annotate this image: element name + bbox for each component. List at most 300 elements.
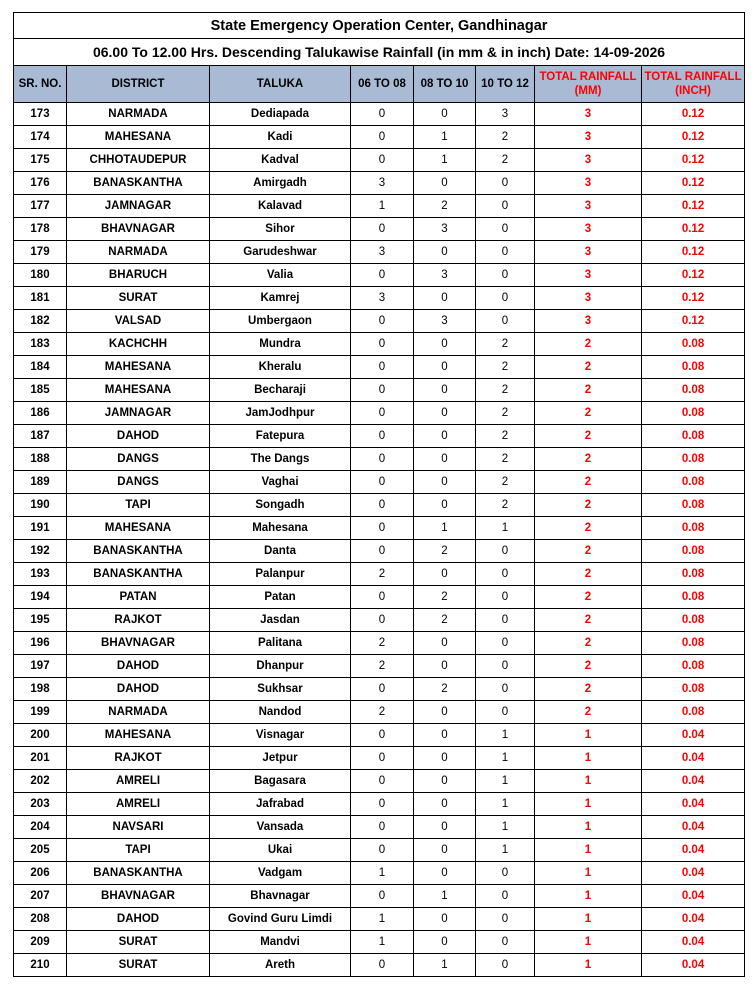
cell-06-to-08: 0 — [351, 747, 414, 770]
cell-sr-no: 175 — [14, 149, 67, 172]
cell-08-to-10: 0 — [414, 770, 476, 793]
cell-sr-no: 189 — [14, 471, 67, 494]
cell-10-to-12: 2 — [476, 448, 535, 471]
cell-total-mm: 2 — [535, 356, 642, 379]
cell-total-inch: 0.08 — [642, 425, 745, 448]
cell-10-to-12: 1 — [476, 747, 535, 770]
table-row — [14, 356, 745, 379]
table-row — [14, 448, 745, 471]
cell-sr-no: 177 — [14, 195, 67, 218]
cell-08-to-10: 2 — [414, 586, 476, 609]
cell-total-inch: 0.08 — [642, 701, 745, 724]
cell-taluka: Vaghai — [210, 471, 351, 494]
cell-district: BANASKANTHA — [67, 540, 210, 563]
cell-10-to-12: 0 — [476, 218, 535, 241]
cell-district: DAHOD — [67, 678, 210, 701]
header-08-to-10: 08 TO 10 — [414, 66, 476, 103]
cell-total-inch: 0.12 — [642, 126, 745, 149]
cell-total-mm: 1 — [535, 793, 642, 816]
column-header-row — [14, 66, 745, 103]
cell-06-to-08: 0 — [351, 586, 414, 609]
cell-10-to-12: 2 — [476, 149, 535, 172]
cell-06-to-08: 2 — [351, 701, 414, 724]
cell-total-mm: 2 — [535, 402, 642, 425]
cell-08-to-10: 2 — [414, 609, 476, 632]
cell-district: RAJKOT — [67, 747, 210, 770]
cell-08-to-10: 0 — [414, 333, 476, 356]
cell-06-to-08: 0 — [351, 264, 414, 287]
cell-sr-no: 176 — [14, 172, 67, 195]
table-row — [14, 770, 745, 793]
cell-taluka: Mandvi — [210, 931, 351, 954]
cell-total-inch: 0.12 — [642, 218, 745, 241]
cell-10-to-12: 3 — [476, 103, 535, 126]
cell-total-inch: 0.04 — [642, 770, 745, 793]
cell-08-to-10: 0 — [414, 747, 476, 770]
table-row — [14, 609, 745, 632]
cell-total-mm: 2 — [535, 701, 642, 724]
cell-taluka: JamJodhpur — [210, 402, 351, 425]
cell-total-inch: 0.12 — [642, 149, 745, 172]
table-row — [14, 908, 745, 931]
cell-08-to-10: 1 — [414, 149, 476, 172]
cell-taluka: Valia — [210, 264, 351, 287]
cell-10-to-12: 1 — [476, 816, 535, 839]
cell-total-inch: 0.08 — [642, 609, 745, 632]
table-row — [14, 655, 745, 678]
cell-08-to-10: 0 — [414, 356, 476, 379]
cell-10-to-12: 0 — [476, 632, 535, 655]
cell-06-to-08: 0 — [351, 885, 414, 908]
cell-08-to-10: 0 — [414, 793, 476, 816]
cell-08-to-10: 0 — [414, 287, 476, 310]
table-row — [14, 494, 745, 517]
cell-total-mm: 2 — [535, 586, 642, 609]
cell-district: DAHOD — [67, 908, 210, 931]
table-row — [14, 471, 745, 494]
table-row — [14, 954, 745, 977]
cell-06-to-08: 3 — [351, 287, 414, 310]
table-row — [14, 885, 745, 908]
cell-08-to-10: 1 — [414, 517, 476, 540]
cell-08-to-10: 0 — [414, 241, 476, 264]
cell-06-to-08: 0 — [351, 149, 414, 172]
cell-total-mm: 1 — [535, 816, 642, 839]
table-row — [14, 310, 745, 333]
cell-06-to-08: 0 — [351, 126, 414, 149]
cell-district: BANASKANTHA — [67, 172, 210, 195]
header-district: DISTRICT — [67, 66, 210, 103]
cell-sr-no: 174 — [14, 126, 67, 149]
cell-total-mm: 1 — [535, 839, 642, 862]
cell-sr-no: 207 — [14, 885, 67, 908]
cell-08-to-10: 0 — [414, 103, 476, 126]
cell-district: MAHESANA — [67, 356, 210, 379]
cell-06-to-08: 3 — [351, 172, 414, 195]
cell-10-to-12: 1 — [476, 517, 535, 540]
cell-taluka: Dediapada — [210, 103, 351, 126]
table-row — [14, 218, 745, 241]
cell-06-to-08: 0 — [351, 517, 414, 540]
cell-taluka: Danta — [210, 540, 351, 563]
cell-06-to-08: 0 — [351, 310, 414, 333]
table-row — [14, 931, 745, 954]
cell-total-inch: 0.12 — [642, 172, 745, 195]
table-row — [14, 172, 745, 195]
cell-district: BHARUCH — [67, 264, 210, 287]
cell-06-to-08: 0 — [351, 103, 414, 126]
cell-district: BANASKANTHA — [67, 563, 210, 586]
cell-10-to-12: 2 — [476, 333, 535, 356]
cell-10-to-12: 0 — [476, 241, 535, 264]
cell-sr-no: 181 — [14, 287, 67, 310]
cell-district: DAHOD — [67, 425, 210, 448]
cell-taluka: Vadgam — [210, 862, 351, 885]
table-row — [14, 149, 745, 172]
header-10-to-12: 10 TO 12 — [476, 66, 535, 103]
cell-district: RAJKOT — [67, 609, 210, 632]
cell-taluka: Areth — [210, 954, 351, 977]
cell-total-mm: 2 — [535, 379, 642, 402]
cell-10-to-12: 1 — [476, 770, 535, 793]
cell-taluka: Umbergaon — [210, 310, 351, 333]
table-row — [14, 402, 745, 425]
cell-08-to-10: 0 — [414, 908, 476, 931]
cell-total-mm: 2 — [535, 563, 642, 586]
cell-06-to-08: 2 — [351, 563, 414, 586]
cell-total-mm: 1 — [535, 885, 642, 908]
cell-10-to-12: 0 — [476, 195, 535, 218]
cell-total-mm: 2 — [535, 448, 642, 471]
cell-total-inch: 0.12 — [642, 264, 745, 287]
cell-06-to-08: 0 — [351, 494, 414, 517]
cell-total-inch: 0.04 — [642, 931, 745, 954]
cell-06-to-08: 1 — [351, 908, 414, 931]
cell-taluka: Vansada — [210, 816, 351, 839]
cell-total-inch: 0.04 — [642, 747, 745, 770]
header-total-inch-line1: TOTAL RAINFALL — [644, 71, 742, 83]
cell-taluka: Amirgadh — [210, 172, 351, 195]
cell-10-to-12: 0 — [476, 609, 535, 632]
cell-06-to-08: 0 — [351, 793, 414, 816]
cell-06-to-08: 3 — [351, 241, 414, 264]
cell-total-inch: 0.08 — [642, 471, 745, 494]
cell-08-to-10: 1 — [414, 126, 476, 149]
cell-district: MAHESANA — [67, 379, 210, 402]
cell-10-to-12: 0 — [476, 264, 535, 287]
cell-total-mm: 2 — [535, 678, 642, 701]
cell-total-mm: 1 — [535, 724, 642, 747]
cell-10-to-12: 0 — [476, 908, 535, 931]
cell-08-to-10: 2 — [414, 540, 476, 563]
cell-08-to-10: 0 — [414, 724, 476, 747]
cell-total-mm: 2 — [535, 494, 642, 517]
cell-06-to-08: 0 — [351, 770, 414, 793]
cell-08-to-10: 0 — [414, 931, 476, 954]
cell-district: AMRELI — [67, 770, 210, 793]
table-row — [14, 333, 745, 356]
cell-total-mm: 2 — [535, 333, 642, 356]
cell-taluka: Jetpur — [210, 747, 351, 770]
cell-total-mm: 3 — [535, 241, 642, 264]
cell-10-to-12: 2 — [476, 126, 535, 149]
cell-06-to-08: 0 — [351, 724, 414, 747]
cell-total-mm: 2 — [535, 632, 642, 655]
cell-total-mm: 3 — [535, 172, 642, 195]
cell-district: NARMADA — [67, 103, 210, 126]
cell-district: MAHESANA — [67, 126, 210, 149]
cell-taluka: Garudeshwar — [210, 241, 351, 264]
cell-total-inch: 0.08 — [642, 563, 745, 586]
cell-total-mm: 1 — [535, 908, 642, 931]
report-title: State Emergency Operation Center, Gandhinagar — [14, 13, 745, 39]
cell-sr-no: 197 — [14, 655, 67, 678]
cell-08-to-10: 1 — [414, 954, 476, 977]
cell-08-to-10: 3 — [414, 264, 476, 287]
cell-06-to-08: 0 — [351, 356, 414, 379]
cell-08-to-10: 0 — [414, 448, 476, 471]
cell-total-mm: 1 — [535, 770, 642, 793]
cell-taluka: Nandod — [210, 701, 351, 724]
cell-total-mm: 2 — [535, 655, 642, 678]
cell-taluka: Kheralu — [210, 356, 351, 379]
table-row — [14, 379, 745, 402]
cell-sr-no: 206 — [14, 862, 67, 885]
cell-total-inch: 0.08 — [642, 586, 745, 609]
cell-total-inch: 0.08 — [642, 494, 745, 517]
rainfall-report — [13, 12, 744, 977]
cell-10-to-12: 2 — [476, 425, 535, 448]
cell-district: BHAVNAGAR — [67, 632, 210, 655]
cell-total-inch: 0.04 — [642, 908, 745, 931]
cell-district: MAHESANA — [67, 724, 210, 747]
cell-06-to-08: 0 — [351, 816, 414, 839]
cell-district: SURAT — [67, 287, 210, 310]
cell-total-inch: 0.08 — [642, 632, 745, 655]
cell-total-inch: 0.08 — [642, 333, 745, 356]
cell-total-mm: 2 — [535, 540, 642, 563]
cell-06-to-08: 0 — [351, 448, 414, 471]
table-row — [14, 126, 745, 149]
cell-total-inch: 0.12 — [642, 103, 745, 126]
table-row — [14, 747, 745, 770]
cell-district: TAPI — [67, 494, 210, 517]
table-row — [14, 241, 745, 264]
cell-sr-no: 200 — [14, 724, 67, 747]
cell-taluka: Becharaji — [210, 379, 351, 402]
cell-taluka: Jafrabad — [210, 793, 351, 816]
cell-sr-no: 192 — [14, 540, 67, 563]
cell-06-to-08: 0 — [351, 609, 414, 632]
cell-total-inch: 0.04 — [642, 793, 745, 816]
cell-taluka: Palanpur — [210, 563, 351, 586]
table-row — [14, 839, 745, 862]
cell-08-to-10: 0 — [414, 379, 476, 402]
cell-06-to-08: 0 — [351, 540, 414, 563]
cell-district: DANGS — [67, 471, 210, 494]
cell-sr-no: 208 — [14, 908, 67, 931]
header-total-inch-line2: (INCH) — [675, 85, 711, 97]
cell-district: MAHESANA — [67, 517, 210, 540]
cell-08-to-10: 0 — [414, 701, 476, 724]
cell-10-to-12: 0 — [476, 954, 535, 977]
cell-08-to-10: 0 — [414, 632, 476, 655]
cell-total-mm: 2 — [535, 425, 642, 448]
cell-taluka: Kamrej — [210, 287, 351, 310]
cell-total-inch: 0.04 — [642, 724, 745, 747]
header-06-to-08: 06 TO 08 — [351, 66, 414, 103]
table-row — [14, 517, 745, 540]
cell-10-to-12: 0 — [476, 931, 535, 954]
cell-sr-no: 187 — [14, 425, 67, 448]
cell-10-to-12: 2 — [476, 402, 535, 425]
cell-district: JAMNAGAR — [67, 195, 210, 218]
cell-08-to-10: 0 — [414, 402, 476, 425]
cell-sr-no: 178 — [14, 218, 67, 241]
cell-10-to-12: 0 — [476, 655, 535, 678]
cell-sr-no: 210 — [14, 954, 67, 977]
cell-total-mm: 3 — [535, 287, 642, 310]
table-row — [14, 425, 745, 448]
cell-total-mm: 2 — [535, 609, 642, 632]
cell-sr-no: 185 — [14, 379, 67, 402]
cell-total-inch: 0.12 — [642, 241, 745, 264]
cell-sr-no: 173 — [14, 103, 67, 126]
cell-total-mm: 1 — [535, 931, 642, 954]
cell-06-to-08: 0 — [351, 333, 414, 356]
cell-district: PATAN — [67, 586, 210, 609]
cell-10-to-12: 0 — [476, 701, 535, 724]
cell-total-inch: 0.12 — [642, 287, 745, 310]
cell-total-inch: 0.08 — [642, 517, 745, 540]
cell-taluka: Ukai — [210, 839, 351, 862]
cell-total-inch: 0.08 — [642, 402, 745, 425]
cell-total-inch: 0.04 — [642, 954, 745, 977]
cell-total-mm: 3 — [535, 126, 642, 149]
cell-total-inch: 0.04 — [642, 862, 745, 885]
cell-taluka: Jasdan — [210, 609, 351, 632]
cell-06-to-08: 1 — [351, 862, 414, 885]
table-row — [14, 195, 745, 218]
cell-sr-no: 201 — [14, 747, 67, 770]
cell-district: VALSAD — [67, 310, 210, 333]
cell-sr-no: 180 — [14, 264, 67, 287]
cell-08-to-10: 0 — [414, 425, 476, 448]
cell-total-mm: 2 — [535, 471, 642, 494]
cell-total-inch: 0.08 — [642, 356, 745, 379]
cell-10-to-12: 1 — [476, 724, 535, 747]
cell-taluka: Songadh — [210, 494, 351, 517]
cell-10-to-12: 0 — [476, 540, 535, 563]
cell-08-to-10: 0 — [414, 862, 476, 885]
cell-sr-no: 182 — [14, 310, 67, 333]
cell-10-to-12: 2 — [476, 356, 535, 379]
cell-sr-no: 193 — [14, 563, 67, 586]
cell-taluka: Dhanpur — [210, 655, 351, 678]
cell-district: KACHCHH — [67, 333, 210, 356]
cell-district: NAVSARI — [67, 816, 210, 839]
table-row — [14, 724, 745, 747]
header-total-mm-line1: TOTAL RAINFALL — [539, 71, 637, 83]
cell-total-inch: 0.08 — [642, 678, 745, 701]
cell-taluka: Mundra — [210, 333, 351, 356]
header-total-mm-line2: (MM) — [574, 85, 602, 97]
cell-08-to-10: 0 — [414, 471, 476, 494]
cell-10-to-12: 2 — [476, 471, 535, 494]
table-row — [14, 816, 745, 839]
table-row — [14, 586, 745, 609]
cell-10-to-12: 2 — [476, 494, 535, 517]
table-row — [14, 264, 745, 287]
cell-08-to-10: 1 — [414, 885, 476, 908]
cell-district: NARMADA — [67, 701, 210, 724]
cell-sr-no: 196 — [14, 632, 67, 655]
cell-total-inch: 0.04 — [642, 885, 745, 908]
cell-10-to-12: 0 — [476, 586, 535, 609]
cell-06-to-08: 0 — [351, 954, 414, 977]
cell-total-mm: 3 — [535, 310, 642, 333]
cell-08-to-10: 0 — [414, 563, 476, 586]
cell-total-mm: 1 — [535, 954, 642, 977]
cell-08-to-10: 2 — [414, 678, 476, 701]
table-row — [14, 632, 745, 655]
cell-08-to-10: 0 — [414, 839, 476, 862]
header-taluka: TALUKA — [210, 66, 351, 103]
cell-08-to-10: 0 — [414, 172, 476, 195]
cell-10-to-12: 0 — [476, 172, 535, 195]
cell-sr-no: 195 — [14, 609, 67, 632]
rainfall-table — [13, 12, 745, 977]
cell-10-to-12: 0 — [476, 310, 535, 333]
cell-taluka: Patan — [210, 586, 351, 609]
cell-total-mm: 1 — [535, 747, 642, 770]
cell-sr-no: 188 — [14, 448, 67, 471]
cell-district: BHAVNAGAR — [67, 218, 210, 241]
table-row — [14, 287, 745, 310]
cell-district: DANGS — [67, 448, 210, 471]
header-total-inch — [642, 66, 745, 103]
cell-sr-no: 198 — [14, 678, 67, 701]
cell-total-inch: 0.08 — [642, 540, 745, 563]
cell-taluka: Sukhsar — [210, 678, 351, 701]
cell-06-to-08: 0 — [351, 471, 414, 494]
cell-06-to-08: 0 — [351, 379, 414, 402]
table-row — [14, 862, 745, 885]
cell-06-to-08: 0 — [351, 218, 414, 241]
cell-08-to-10: 3 — [414, 310, 476, 333]
cell-taluka: Bagasara — [210, 770, 351, 793]
cell-taluka: Fatepura — [210, 425, 351, 448]
cell-taluka: Kadval — [210, 149, 351, 172]
cell-taluka: Visnagar — [210, 724, 351, 747]
table-row — [14, 540, 745, 563]
cell-taluka: Mahesana — [210, 517, 351, 540]
report-subtitle: 06.00 To 12.00 Hrs. Descending Talukawise Rainfall (in mm & in inch) Date: 14-09-2026 — [14, 39, 745, 66]
cell-08-to-10: 0 — [414, 494, 476, 517]
cell-total-inch: 0.08 — [642, 379, 745, 402]
cell-total-mm: 3 — [535, 264, 642, 287]
cell-district: NARMADA — [67, 241, 210, 264]
cell-taluka: Palitana — [210, 632, 351, 655]
cell-06-to-08: 2 — [351, 632, 414, 655]
cell-total-mm: 3 — [535, 103, 642, 126]
table-row — [14, 678, 745, 701]
table-row — [14, 701, 745, 724]
cell-total-inch: 0.04 — [642, 816, 745, 839]
cell-08-to-10: 2 — [414, 195, 476, 218]
cell-10-to-12: 1 — [476, 839, 535, 862]
cell-06-to-08: 1 — [351, 931, 414, 954]
